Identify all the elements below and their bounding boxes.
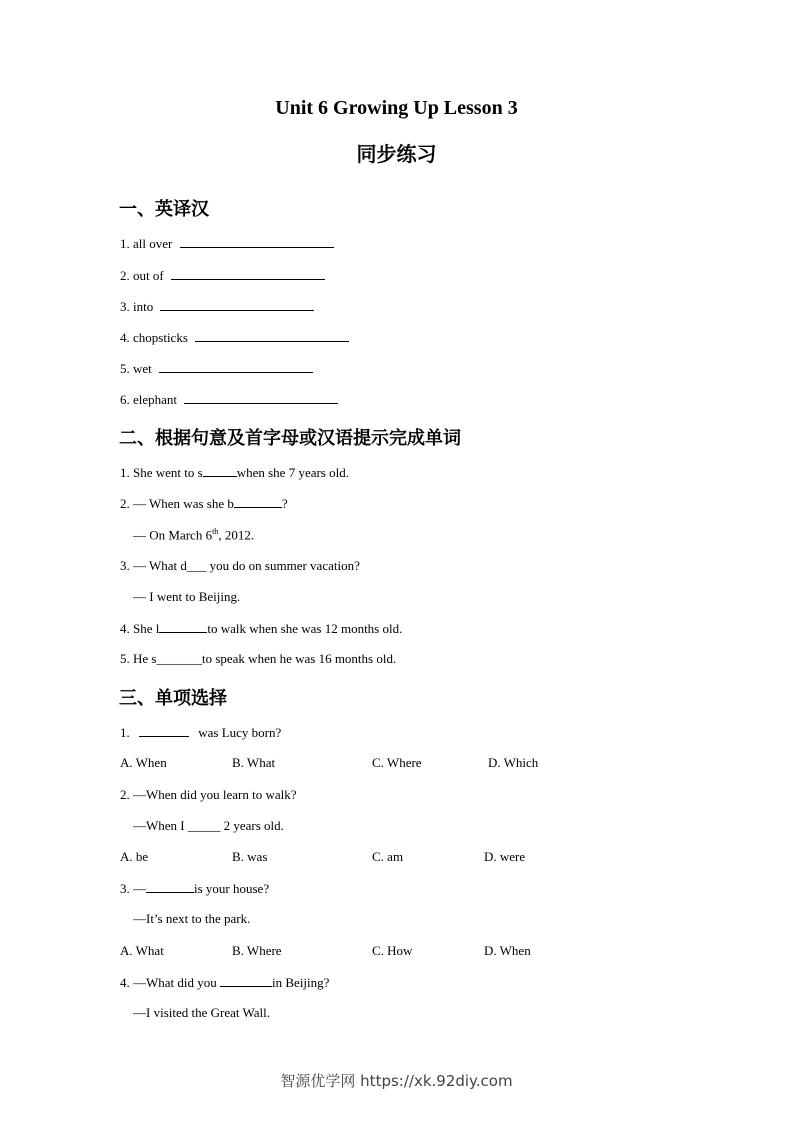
s1-item-6: 6. elephant <box>120 391 338 408</box>
s3-question-1: 1. was Lucy born? <box>120 725 282 740</box>
s3-q2-option-a[interactable]: A. be <box>120 849 149 864</box>
s1-item-4: 4. chopsticks <box>120 329 349 346</box>
s2-question-2: 2. — When was she b ? <box>120 496 288 511</box>
s3-q2-option-b[interactable]: B. was <box>232 849 268 864</box>
answer-blank[interactable] <box>220 974 272 987</box>
s3-q1-option-d[interactable]: D. Which <box>488 755 539 770</box>
s2-answer-2: — On March 6th, 2012. <box>133 527 255 543</box>
answer-blank[interactable] <box>146 880 194 893</box>
s3-question-3-line2: —It’s next to the park. <box>133 911 251 926</box>
s3-question-4: 4. —What did you in Beijing? <box>120 975 330 990</box>
s2-answer-3: — I went to Beijing. <box>133 589 241 604</box>
s3-q3-option-c[interactable]: C. How <box>372 943 413 958</box>
s2-question-4: 4. She l to walk when she was 12 months old. <box>120 621 403 636</box>
s1-item-3: 3. into <box>120 298 314 315</box>
s1-item-1: 1. all over <box>120 235 334 252</box>
footer-watermark: 智源优学网 https://xk.92diy.com <box>280 1072 513 1090</box>
answer-blank[interactable] <box>234 495 282 508</box>
s3-q2-option-d[interactable]: D. were <box>484 849 526 864</box>
answer-blank[interactable] <box>160 298 314 311</box>
s3-question-2-line2: —When I _____ 2 years old. <box>133 818 284 833</box>
answer-blank[interactable] <box>171 267 325 280</box>
s3-q1-option-a[interactable]: A. When <box>120 755 167 770</box>
document-title: Unit 6 Growing Up Lesson 3 <box>275 97 518 119</box>
s3-q2-option-c[interactable]: C. am <box>372 849 404 864</box>
s1-item-5: 5. wet <box>120 360 313 377</box>
answer-blank[interactable] <box>195 329 349 342</box>
answer-blank[interactable] <box>180 235 334 248</box>
section2-heading: 二、根据句意及首字母或汉语提示完成单词 <box>119 428 461 449</box>
s3-question-3: 3. — is your house? <box>120 881 270 896</box>
answer-blank[interactable] <box>139 724 189 737</box>
s1-item-2: 2. out of <box>120 267 325 284</box>
s3-q3-option-b[interactable]: B. Where <box>232 943 282 958</box>
s2-question-3: 3. — What d___ you do on summer vacation? <box>120 558 360 573</box>
s3-question-4-line2: —I visited the Great Wall. <box>133 1005 270 1020</box>
document-subtitle: 同步练习 <box>356 142 437 166</box>
s3-q1-option-c[interactable]: C. Where <box>372 755 422 770</box>
answer-blank[interactable] <box>203 464 237 477</box>
answer-blank[interactable] <box>159 360 313 373</box>
section3-heading: 三、单项选择 <box>119 688 227 709</box>
s3-question-2: 2. —When did you learn to walk? <box>120 787 297 802</box>
answer-blank[interactable] <box>184 391 338 404</box>
s3-q3-option-d[interactable]: D. When <box>484 943 531 958</box>
answer-blank[interactable] <box>159 620 207 633</box>
s3-q3-option-a[interactable]: A. What <box>120 943 164 958</box>
s3-q1-option-b[interactable]: B. What <box>232 755 276 770</box>
s2-question-1: 1. She went to s when she 7 years old. <box>120 465 349 480</box>
s2-question-5: 5. He s_______to speak when he was 16 months old. <box>120 651 397 666</box>
section1-heading: 一、英译汉 <box>119 199 209 220</box>
